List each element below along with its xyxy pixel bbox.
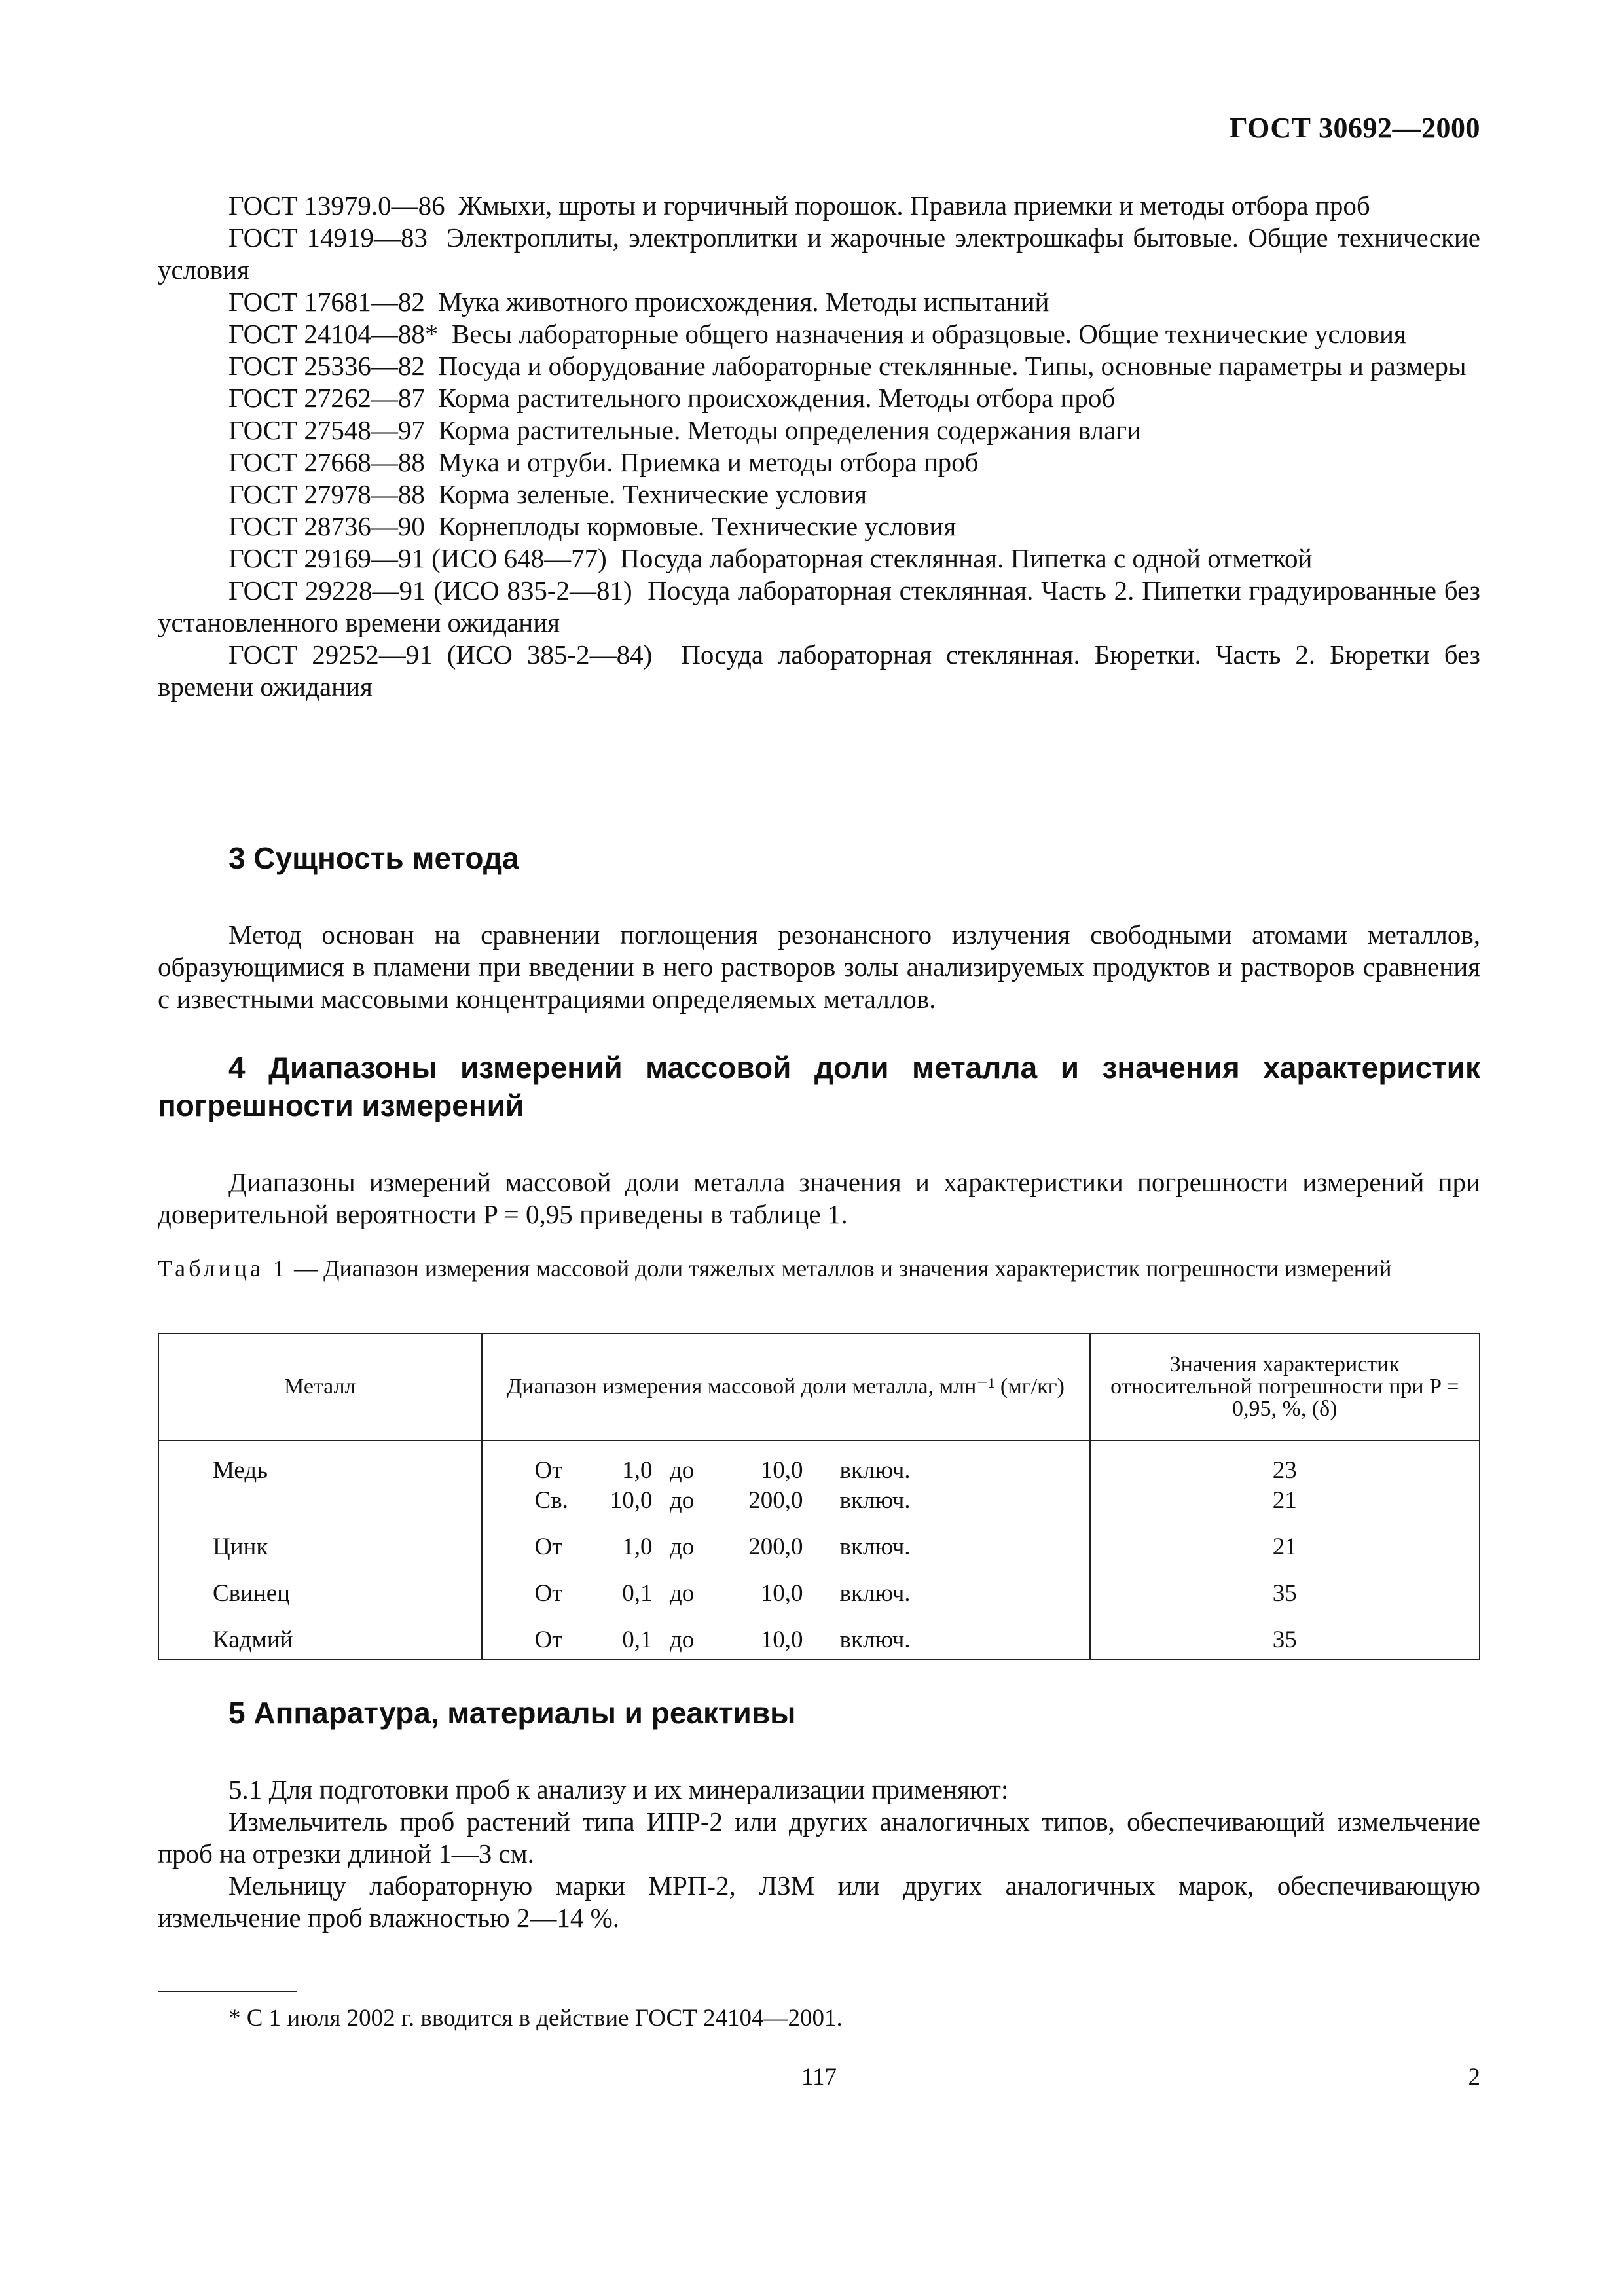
reference-item: ГОСТ 27548—97 Корма растительные. Методы определения содержания влаги bbox=[228, 415, 1142, 445]
section-5-heading: 5 Аппаратура, материалы и реактивы bbox=[228, 1696, 796, 1730]
reference-item: ГОСТ 29169—91 (ИСО 648—77) Посуда лабораторная стеклянная. Пипетка с одной отметкой bbox=[228, 543, 1313, 573]
reference-item: ГОСТ 29252—91 (ИСО 385-2—84) Посуда лабораторная стеклянная. Бюретки. Часть 2. Бюретки без времени ожидания bbox=[158, 639, 1480, 702]
reference-item: ГОСТ 24104—88* Весы лабораторные общего назначения и образцовые. Общие технические условия bbox=[228, 319, 1406, 349]
table-row: Кадмий От 0,1 до 10,0 включ. 35 bbox=[158, 1609, 1480, 1660]
reference-item: ГОСТ 27668—88 Мука и отруби. Приемка и методы отбора проб bbox=[228, 447, 979, 477]
normative-references-list bbox=[158, 190, 1480, 703]
section-5-paragraph-3: Мельницу лабораторную марки МРП-2, ЛЗМ или других аналогичных марок, обеспечивающую измельчение проб влажностью 2—14 %. bbox=[158, 1871, 1480, 1933]
reference-item: ГОСТ 27262—87 Корма растительного происхождения. Методы отбора проб bbox=[228, 383, 1116, 413]
reference-item: ГОСТ 25336—82 Посуда и оборудование лабораторные стеклянные. Типы, основные параметры и размеры bbox=[228, 351, 1467, 381]
table-row: Медь От 1,0 до 10,0 включ. Св. 10,0 до 200,0 включ. 23 21 bbox=[158, 1441, 1480, 1516]
sheet-number: 2 bbox=[1468, 2064, 1480, 2090]
reference-item: ГОСТ 27978—88 Корма зеленые. Технические условия bbox=[228, 479, 867, 509]
reference-item: ГОСТ 14919—83 Электроплиты, электроплитки и жарочные электрошкафы бытовые. Общие технические условия bbox=[158, 223, 1481, 285]
section-5-paragraph-2: Измельчитель проб растений типа ИПР-2 или других аналогичных типов, обеспечивающий измельчение проб на отрезки длиной 1—3 см. bbox=[158, 1806, 1480, 1869]
section-3-heading: 3 Сущность метода bbox=[228, 841, 519, 875]
table-header-row bbox=[158, 1333, 1480, 1441]
section-4-heading: 4 Диапазоны измерений массовой доли металла и значения характеристик погрешности измерений bbox=[158, 1050, 1480, 1122]
table-1 bbox=[158, 1333, 1480, 1660]
footnote: * С 1 июля 2002 г. вводится в действие ГОСТ 24104—2001. bbox=[228, 2005, 843, 2032]
table-row: Свинец От 0,1 до 10,0 включ. 35 bbox=[158, 1563, 1480, 1609]
reference-item: ГОСТ 13979.0—86 Жмыхи, шроты и горчичный порошок. Правила приемки и методы отбора проб bbox=[228, 190, 1370, 221]
reference-item: ГОСТ 28736—90 Корнеплоды кормовые. Технические условия bbox=[228, 511, 957, 541]
reference-item: ГОСТ 29228—91 (ИСО 835-2—81) Посуда лабораторная стеклянная. Часть 2. Пипетки градуированные без установленного времени ожидания bbox=[158, 575, 1480, 637]
document-code-header: ГОСТ 30692—2000 bbox=[1229, 112, 1480, 144]
section-4-text: Диапазоны измерений массовой доли металла значения и характеристики погрешности измерений при доверительной вероятности P = 0,95 приведены в таблице 1. bbox=[158, 1167, 1480, 1229]
column-header-metal: Металл bbox=[158, 1333, 482, 1441]
footnote-divider bbox=[158, 1991, 297, 1992]
section-3-text: Метод основан на сравнении поглощения резонансного излучения свободными атомами металлов, образующимися в пламени при введении в него растворов золы анализируемых продуктов и растворов сравнения с известными массовыми концентрациями определяемых металлов. bbox=[158, 920, 1480, 1014]
table-row: Цинк От 1,0 до 200,0 включ. 21 bbox=[158, 1516, 1480, 1563]
section-5-paragraph-1: 5.1 Для подготовки проб к анализу и их минерализации применяют: bbox=[228, 1774, 1009, 1804]
table-1-caption: Таблица 1 — Диапазон измерения массовой доли тяжелых металлов и значения характеристик погрешности измерений bbox=[158, 1255, 1392, 1282]
column-header-error: Значения характеристик относительной погрешности при P = 0,95, %, (δ) bbox=[1090, 1333, 1480, 1441]
page-number: 117 bbox=[801, 2064, 837, 2090]
reference-item: ГОСТ 17681—82 Мука животного происхождения. Методы испытаний bbox=[228, 287, 1049, 317]
column-header-range: Диапазон измерения массовой доли металла, млн⁻¹ (мг/кг) bbox=[482, 1333, 1090, 1441]
